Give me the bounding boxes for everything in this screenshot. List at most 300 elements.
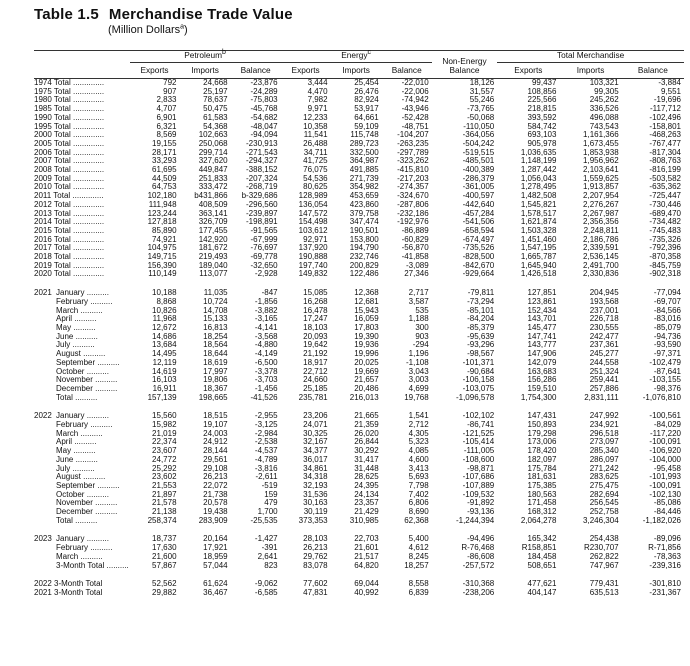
table-cell: 17,803	[354, 323, 379, 332]
table-cell: -297,789	[397, 148, 429, 157]
table-cell: -67,999	[250, 235, 278, 244]
table-cell: -842,670	[462, 261, 495, 270]
table-row	[34, 544, 684, 553]
table-cell: 55,246	[469, 96, 495, 105]
table-cell: 26,213	[203, 473, 228, 482]
table-cell: 7,798	[408, 481, 429, 490]
table-cell: 21,601	[354, 544, 379, 553]
table-cell: -503,582	[649, 174, 681, 183]
table-cell: 779,431	[589, 580, 619, 589]
table-cell: 8,868	[156, 297, 177, 306]
leader-dots: ..........	[92, 508, 118, 517]
spacer-row	[34, 525, 684, 535]
table-cell: 62,368	[404, 516, 429, 525]
table-cell: 21,138	[152, 508, 177, 517]
row-label	[34, 430, 130, 439]
table-cell: 122,486	[349, 270, 379, 279]
row-label: 2015 Total ..............	[34, 226, 105, 235]
table-cell: 16,478	[303, 306, 328, 315]
table-cell: 21,359	[354, 421, 379, 430]
table-cell: 47,831	[303, 588, 328, 597]
table-cell: 2,186,786	[583, 235, 619, 244]
row-label: 2008 Total ..............	[34, 166, 105, 175]
col-petroleum-imports: Imports	[180, 63, 231, 79]
table-cell: -98,871	[467, 464, 495, 473]
table-cell: 18,619	[203, 358, 228, 367]
table-cell: 159	[264, 490, 278, 499]
table-cell: 30,292	[354, 447, 379, 456]
table-cell: -117,220	[650, 429, 681, 438]
table-cell: 3,246,304	[583, 516, 619, 525]
table-cell: 197,740	[298, 261, 328, 270]
table-cell: 92,971	[303, 235, 328, 244]
row-label	[34, 350, 130, 359]
table-cell: -2,928	[254, 270, 278, 279]
table-row	[34, 307, 684, 316]
table-cell: 21,517	[354, 552, 379, 561]
table-row	[34, 394, 684, 403]
table-cell: -323,262	[397, 157, 429, 166]
table-cell: 2,491,700	[583, 261, 619, 270]
table-cell: -294	[412, 341, 429, 350]
table-row	[34, 315, 684, 324]
table-cell: 12,681	[354, 297, 379, 306]
row-label: 1990 Total ..............	[34, 113, 105, 122]
table-cell: 20,578	[203, 499, 228, 508]
row-label: 2006 Total ..............	[34, 148, 105, 157]
table-row	[34, 289, 684, 298]
table-cell: 20,486	[354, 384, 379, 393]
table-cell: 393,592	[527, 113, 557, 122]
table-cell: -792,396	[649, 244, 681, 253]
table-cell: 103,612	[298, 226, 328, 235]
table-cell: -94,736	[653, 332, 681, 341]
row-label: 2022 3-Month Total	[34, 580, 103, 589]
table-cell: 26,488	[303, 139, 328, 148]
table-cell: 142,079	[527, 358, 557, 367]
leader-dots: ..........	[78, 306, 103, 315]
table-cell: 21,429	[354, 508, 379, 517]
table-cell: 179,298	[527, 429, 557, 438]
table-cell: 2,207,954	[583, 192, 619, 201]
table-cell: 1,956,962	[583, 157, 619, 166]
table-cell: 2,064,278	[520, 516, 557, 525]
table-row	[34, 201, 684, 210]
table-cell: 19,806	[203, 376, 228, 385]
table-cell: 29,108	[203, 464, 228, 473]
table-cell: 10,188	[152, 289, 177, 298]
table-cell: -93,590	[653, 341, 681, 350]
table-cell: 5,693	[408, 473, 429, 482]
table-cell: 21,192	[303, 350, 328, 359]
table-cell: -725,447	[649, 192, 681, 201]
table-cell: -22,010	[401, 78, 429, 87]
spacer-row	[34, 279, 684, 289]
table-cell: 21,738	[203, 490, 228, 499]
leader-dots: ..........	[88, 421, 113, 430]
table-cell: 296,518	[589, 429, 619, 438]
leader-dots: ..........	[92, 499, 118, 508]
row-month: January	[56, 289, 85, 298]
row-label	[34, 412, 130, 421]
table-cell: -2,984	[254, 429, 278, 438]
table-cell: 12,672	[152, 323, 177, 332]
table-cell: 69,044	[354, 580, 379, 589]
table-cell: 408,509	[198, 200, 228, 209]
table-row	[34, 456, 684, 465]
table-cell: 22,712	[303, 367, 328, 376]
table-cell: 74,921	[152, 235, 177, 244]
table-cell: 182,097	[527, 455, 557, 464]
table-cell: 17,921	[203, 544, 228, 553]
table-cell: 20,164	[203, 535, 228, 544]
table-cell: -2,955	[254, 412, 278, 421]
row-month: March	[56, 552, 79, 561]
table-cell: -294,327	[246, 157, 278, 166]
table-cell: -4,537	[254, 447, 278, 456]
table-cell: 24,003	[203, 429, 228, 438]
table-cell: 24,668	[203, 78, 228, 87]
row-label	[34, 535, 130, 544]
row-label: 2014 Total ..............	[34, 218, 105, 227]
table-cell: 8,245	[408, 552, 429, 561]
table-cell: -415,810	[397, 166, 429, 175]
row-label	[34, 421, 130, 430]
table-row	[34, 465, 684, 474]
leader-dots: ..........	[70, 464, 95, 473]
row-month: August	[56, 350, 81, 359]
table-cell: 535	[415, 306, 429, 315]
table-cell: -674,497	[462, 235, 495, 244]
table-cell: 363,141	[198, 209, 228, 218]
table-cell: 271,739	[349, 174, 379, 183]
spacer-row	[34, 570, 684, 580]
table-cell: 57,867	[152, 561, 177, 570]
table-cell: -519,515	[462, 148, 495, 157]
table-cell: -1,096,578	[455, 393, 495, 402]
table-cell: -117,712	[650, 105, 681, 114]
table-cell: -870,358	[649, 253, 681, 262]
table-cell: 3,413	[408, 464, 429, 473]
row-month: January	[56, 412, 85, 421]
row-month: January	[56, 535, 85, 544]
table-cell: -239,316	[649, 561, 681, 570]
leader-dots: ..........	[78, 429, 103, 438]
table-cell: 181,631	[527, 473, 557, 482]
table-cell: -77,094	[653, 289, 681, 298]
table-cell: -3,125	[254, 421, 278, 430]
table-cell: -95,458	[653, 464, 681, 473]
table-cell: -217,203	[397, 174, 429, 183]
table-cell: 299,714	[198, 148, 228, 157]
table-cell: -98,567	[467, 350, 495, 359]
table-cell: -2,538	[254, 438, 278, 447]
table-cell: 1,161,366	[583, 131, 619, 140]
table-cell: 21,657	[354, 376, 379, 385]
petroleum-footnote: b	[222, 49, 226, 57]
table-cell: -86,889	[401, 226, 429, 235]
table-cell: 275,475	[589, 481, 619, 490]
row-label	[34, 499, 130, 508]
table-cell: 26,020	[354, 429, 379, 438]
energy-footnote: c	[367, 49, 372, 57]
table-cell: 31,448	[354, 464, 379, 473]
row-label: 1974 Total ..............	[34, 78, 105, 87]
table-cell: 1,188	[408, 315, 429, 324]
table-row	[34, 376, 684, 385]
leader-dots: ..........	[92, 384, 118, 393]
table-cell: -110,050	[463, 122, 495, 131]
table-row	[34, 96, 684, 105]
table-cell: 34,377	[303, 447, 328, 456]
table-cell: 237,001	[589, 306, 619, 315]
table-cell: -102,130	[649, 490, 681, 499]
row-label	[34, 456, 130, 465]
table-row	[34, 262, 684, 271]
table-cell: 18,644	[203, 350, 228, 359]
table-cell: 16,103	[152, 376, 177, 385]
row-label	[34, 544, 130, 553]
table-cell: 8,558	[408, 580, 429, 589]
table-cell: 127,851	[527, 289, 557, 298]
table-cell: 25,197	[203, 87, 228, 96]
table-cell: 64,820	[354, 561, 379, 570]
table-cell: 171,458	[527, 499, 557, 508]
table-cell: 17,247	[303, 315, 328, 324]
table-row	[34, 482, 684, 491]
table-cell: 29,882	[152, 588, 177, 597]
row-label	[34, 324, 130, 333]
table-cell: -9,062	[254, 580, 278, 589]
table-cell: -735,526	[462, 244, 495, 253]
table-cell: 25,292	[152, 464, 177, 473]
table-row	[34, 491, 684, 500]
table-cell: 273,097	[589, 438, 619, 447]
table-cell: 1,056,043	[520, 174, 557, 183]
table-cell: 18,959	[203, 552, 228, 561]
table-cell: -107,889	[462, 481, 495, 490]
table-row	[34, 553, 684, 562]
table-cell: 247,992	[589, 412, 619, 421]
table-cell: 327,620	[198, 157, 228, 166]
table-cell: 11,968	[152, 315, 177, 324]
row-month: June	[56, 332, 74, 341]
table-cell: 149,715	[147, 253, 177, 262]
col-total-exports: Exports	[497, 63, 559, 79]
table-cell: -69,707	[653, 297, 681, 306]
row-month: Total	[56, 516, 73, 525]
leader-dots: ..........	[95, 358, 120, 367]
table-cell: 147,431	[527, 412, 557, 421]
table-cell: -3,884	[658, 78, 681, 87]
table-cell: -2,611	[255, 473, 278, 482]
table-cell: -1,182,026	[642, 516, 681, 525]
table-cell: 21,600	[152, 552, 177, 561]
table-row	[34, 157, 684, 166]
row-month: July	[56, 464, 71, 473]
table-cell: 404,147	[527, 588, 557, 597]
table-row	[34, 473, 684, 482]
table-cell: 477,621	[527, 580, 557, 589]
table-cell: 111,948	[148, 200, 177, 209]
table-cell: -310,368	[462, 580, 495, 589]
table-cell: 234,921	[589, 421, 619, 430]
row-year: 2021	[34, 289, 52, 298]
table-cell: -97,371	[653, 350, 681, 359]
table-cell: 9,551	[660, 87, 681, 96]
leader-dots: ..........	[71, 447, 96, 456]
table-cell: 24,134	[354, 490, 379, 499]
leader-dots: ..........	[104, 561, 129, 570]
table-cell: 22,072	[203, 481, 228, 490]
table-cell: 200,829	[349, 261, 379, 270]
table-cell: -263,235	[397, 139, 429, 148]
table-cell: -79,811	[467, 289, 495, 298]
row-label	[34, 368, 130, 377]
table-cell: 24,772	[152, 455, 177, 464]
table-row	[34, 421, 684, 430]
table-cell: 6,839	[408, 588, 429, 597]
table-cell: -100,091	[649, 438, 681, 447]
table-cell: 2,356,356	[583, 218, 619, 227]
table-cell: -86,608	[467, 552, 495, 561]
row-label	[34, 491, 130, 500]
table-row	[34, 175, 684, 184]
table-cell: 204,945	[589, 289, 619, 298]
table-cell: -239,897	[246, 209, 278, 218]
table-row	[34, 447, 684, 456]
table-cell: 12,119	[152, 358, 177, 367]
table-cell: 1,503,328	[520, 226, 557, 235]
table-cell: -48,047	[250, 122, 278, 131]
table-cell: 19,107	[203, 421, 228, 430]
table-cell: 256,545	[589, 499, 619, 508]
table-cell: 147,572	[298, 209, 328, 218]
table-cell: 103,321	[589, 78, 619, 87]
table-cell: 26,476	[354, 87, 379, 96]
table-row	[34, 324, 684, 333]
table-cell: 17,630	[152, 544, 177, 553]
corner-cell-2	[34, 63, 130, 79]
table-cell: 496,088	[589, 113, 619, 122]
table-cell: 1,700	[257, 508, 278, 517]
table-cell: 11,541	[303, 131, 328, 140]
leader-dots: ..........	[92, 376, 118, 385]
table-cell: 235,781	[298, 393, 328, 402]
table-cell: 26,844	[354, 438, 379, 447]
subtitle-text: (Million Dollars	[108, 24, 181, 36]
row-label	[34, 289, 130, 298]
table-cell: 250,068	[198, 139, 228, 148]
table-cell: 19,642	[303, 341, 328, 350]
table-row	[34, 114, 684, 123]
table-cell: 1,482,508	[520, 192, 557, 201]
table-cell: 28,103	[303, 535, 328, 544]
table-cell: -41,858	[401, 253, 429, 262]
table-cell: 333,472	[198, 183, 228, 192]
table-cell: -91,565	[250, 226, 278, 235]
table-cell: 508,651	[527, 561, 557, 570]
table-cell: -361,005	[462, 183, 495, 192]
table-number: Table 1.5	[34, 6, 99, 23]
table-cell: 1,621,874	[520, 218, 557, 227]
table-cell: 177,455	[198, 226, 228, 235]
subtitle-footnote-mark: a	[180, 23, 185, 31]
table-cell: 127,818	[147, 218, 177, 227]
table-cell: 165,342	[527, 535, 557, 544]
table-cell: 584,742	[527, 122, 557, 131]
table-row	[34, 535, 684, 544]
row-label: 1980 Total ..............	[34, 96, 105, 105]
table-cell: -4,149	[254, 350, 278, 359]
table-cell: -207,324	[246, 174, 278, 183]
row-year: 2023	[34, 535, 52, 544]
table-cell: 244,558	[589, 358, 619, 367]
table-cell: 242,477	[589, 332, 619, 341]
table-cell: 85,890	[152, 226, 177, 235]
table-cell: -296,560	[246, 200, 278, 209]
table-cell: -94,094	[250, 131, 278, 140]
row-label: 1995 Total ..............	[34, 122, 105, 131]
table-cell: 1,547,195	[520, 244, 557, 253]
table-cell: 23,206	[303, 412, 328, 421]
table-cell: -107,686	[462, 473, 495, 482]
table-cell: 21,578	[152, 499, 177, 508]
leader-dots: ..........	[78, 552, 103, 561]
table-cell: -102,102	[462, 412, 495, 421]
table-cell: 34,318	[303, 473, 328, 482]
table-cell: 1,148,199	[520, 157, 557, 166]
table-cell: -103,155	[649, 376, 681, 385]
table-cell: 326,709	[198, 218, 228, 227]
row-month: March	[56, 429, 79, 438]
table-cell: 16,059	[354, 315, 379, 324]
table-cell: 5,400	[408, 535, 429, 544]
table-cell: -85,101	[467, 306, 495, 315]
table-cell: 5,323	[408, 438, 429, 447]
table-cell: 16,813	[203, 323, 228, 332]
table-cell: -816,199	[649, 166, 681, 175]
table-cell: 6,901	[156, 113, 177, 122]
table-cell: 1,578,517	[520, 209, 557, 218]
table-cell: 2,330,836	[583, 270, 619, 279]
table-cell: 271,242	[589, 464, 619, 473]
table-cell: -3,882	[254, 306, 278, 315]
table-cell: -192,976	[397, 218, 429, 227]
table-cell: 283,625	[589, 473, 619, 482]
table-cell: -817,304	[649, 148, 681, 157]
table-cell: -121,525	[462, 429, 495, 438]
table-cell: -94,496	[467, 535, 495, 544]
table-cell: -104,000	[649, 455, 681, 464]
table-cell: 198,665	[198, 393, 228, 402]
table-cell: 156,390	[147, 261, 177, 270]
row-label: 2011 Total ..............	[34, 192, 104, 201]
table-cell: -85,379	[467, 323, 495, 332]
table-cell: -103,075	[462, 384, 495, 393]
leader-dots: ..........	[80, 350, 106, 359]
table-cell: -101,371	[462, 358, 495, 367]
spacer-cell	[34, 525, 684, 535]
leader-dots: ..........	[88, 544, 113, 553]
table-cell: b431,866	[194, 192, 228, 201]
table-cell: 823	[264, 561, 278, 570]
table-cell: -468,263	[649, 131, 681, 140]
title-block	[34, 6, 293, 36]
row-year: 2022	[34, 412, 52, 421]
row-label: 2018 Total ..............	[34, 253, 105, 262]
table-cell: 40,992	[354, 588, 379, 597]
